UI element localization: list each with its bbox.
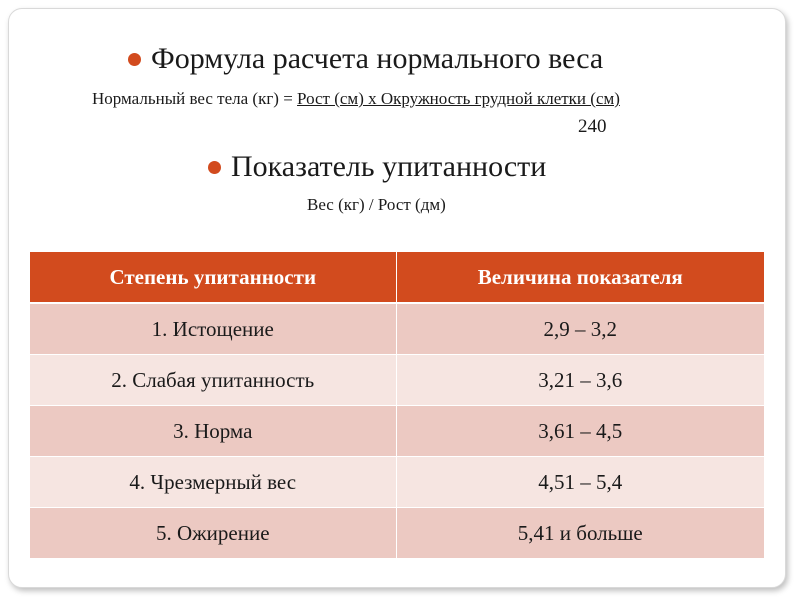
- bullet-item-nutrition-index: [208, 152, 546, 182]
- table-row: [30, 355, 764, 406]
- bullet-item-normal-weight: [128, 44, 603, 74]
- table-cell-grade: 1. Истощение: [30, 303, 396, 355]
- nutrition-grade-table: [30, 252, 764, 559]
- table-cell-grade: 5. Ожирение: [30, 508, 396, 559]
- table-cell-value: 3,21 – 3,6: [396, 355, 764, 406]
- table-row: [30, 457, 764, 508]
- bullet-text: Показатель упитанности: [231, 150, 547, 183]
- table-cell-grade: 4. Чрезмерный вес: [30, 457, 396, 508]
- table-row: [30, 508, 764, 559]
- nutrition-index-formula: Вес (кг) / Рост (дм): [307, 195, 446, 214]
- table-cell-value: 2,9 – 3,2: [396, 303, 764, 355]
- table-row: [30, 406, 764, 457]
- table-cell-grade: 2. Слабая упитанность: [30, 355, 396, 406]
- bullet-text: Формула расчета нормального веса: [151, 42, 604, 75]
- table-cell-value: 3,61 – 4,5: [396, 406, 764, 457]
- table-cell-value: 4,51 – 5,4: [396, 457, 764, 508]
- table-header-row: [30, 252, 764, 303]
- table-cell-value: 5,41 и больше: [396, 508, 764, 559]
- formula-denominator: 240: [578, 116, 607, 137]
- table-cell-grade: 3. Норма: [30, 406, 396, 457]
- table-row: [30, 303, 764, 355]
- formula-numerator: Рост (см) х Окружность грудной клетки (см): [297, 89, 620, 108]
- table-header-cell: Степень упитанности: [30, 252, 396, 303]
- formula-prefix: Нормальный вес тела (кг) =: [92, 89, 298, 108]
- bullet-dot-icon: [208, 161, 221, 174]
- bullet-dot-icon: [128, 53, 141, 66]
- table-header-cell: Величина показателя: [396, 252, 764, 303]
- normal-weight-formula: [92, 89, 620, 109]
